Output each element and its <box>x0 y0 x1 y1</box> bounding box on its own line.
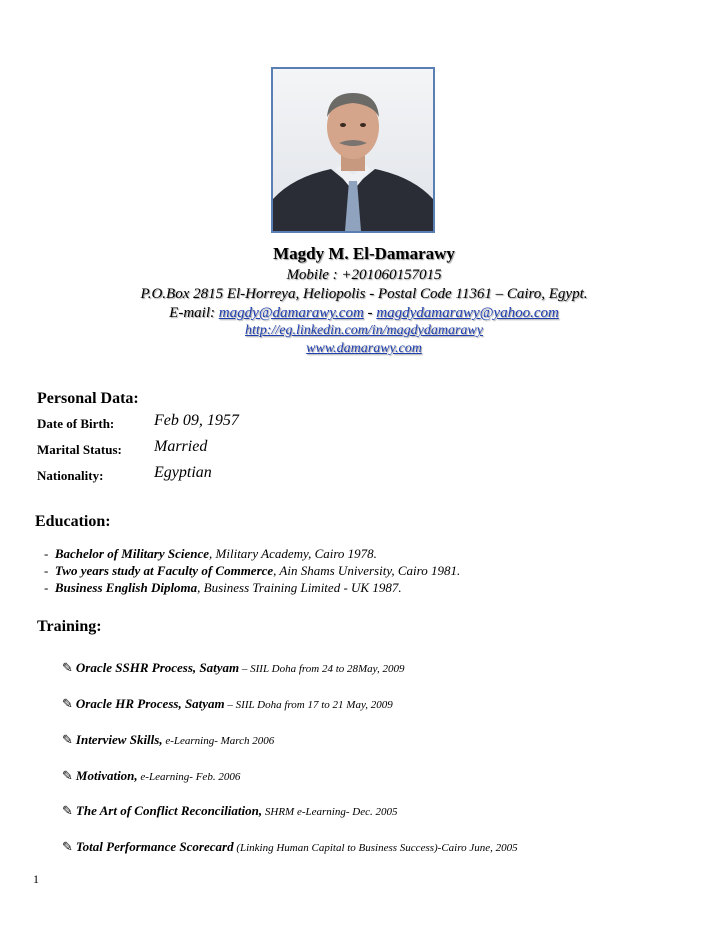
training-item <box>62 731 274 749</box>
course-title: Motivation, <box>75 768 138 783</box>
marital-status-label: Marital Status: <box>37 442 122 457</box>
education-heading: Education: <box>35 513 111 530</box>
degree-title: Two years study at Faculty of Commerce <box>54 563 274 578</box>
personal-data-heading: Personal Data: <box>37 390 139 407</box>
course-title: The Art of Conflict Reconciliation, <box>75 803 263 818</box>
pencil-icon: ✎ <box>62 697 73 712</box>
email-secondary-link[interactable]: magdydamarawy@yahoo.com <box>376 305 559 321</box>
course-detail: e-Learning- March 2006 <box>162 735 275 747</box>
pencil-icon: ✎ <box>62 733 73 748</box>
email-primary-link[interactable]: magdy@damarawy.com <box>218 305 364 321</box>
pencil-icon: ✎ <box>62 840 73 855</box>
degree-detail: , Military Academy, Cairo 1978. <box>209 546 377 561</box>
linkedin-line <box>0 323 728 339</box>
email-prefix: E-mail: <box>169 305 219 321</box>
course-detail: SHRM e-Learning- Dec. 2005 <box>262 806 398 818</box>
education-item <box>44 546 377 562</box>
course-title: Oracle SSHR Process, Satyam <box>75 660 240 675</box>
birth-date-value: Feb 09, 1957 <box>154 412 239 429</box>
training-item <box>62 659 404 677</box>
pencil-icon: ✎ <box>62 769 73 784</box>
education-item <box>44 563 460 579</box>
email-line <box>0 305 728 322</box>
nationality-value: Egyptian <box>154 464 212 481</box>
list-bullet: - <box>44 580 49 595</box>
website-link[interactable]: www.damarawy.com <box>306 341 422 356</box>
degree-title: Business English Diploma <box>54 580 198 595</box>
course-detail: – SIIL Doha from 17 to 21 May, 2009 <box>224 699 393 711</box>
candidate-name: Magdy M. El-Damarawy <box>273 244 455 263</box>
pencil-icon: ✎ <box>62 804 73 819</box>
email-separator: - <box>363 305 377 321</box>
course-title: Total Performance Scorecard <box>75 839 234 854</box>
training-item <box>62 838 518 856</box>
mobile-number: Mobile : +201060157015 <box>286 267 442 283</box>
postal-address: P.O.Box 2815 El-Horreya, Heliopolis - Postal Code 11361 – Cairo, Egypt. <box>140 286 588 302</box>
training-item <box>62 802 397 820</box>
list-bullet: - <box>44 563 49 578</box>
course-title: Oracle HR Process, Satyam <box>75 696 225 711</box>
linkedin-link[interactable]: http://eg.linkedin.com/in/magdydamarawy <box>245 323 483 338</box>
course-detail: (Linking Human Capital to Business Success)-Cairo June, 2005 <box>233 842 518 854</box>
marital-status-value: Married <box>154 438 208 455</box>
course-detail: e-Learning- Feb. 2006 <box>137 771 241 783</box>
course-detail: – SIIL Doha from 24 to 28May, 2009 <box>239 663 405 675</box>
pencil-icon: ✎ <box>62 661 73 676</box>
nationality-label: Nationality: <box>37 468 104 483</box>
education-item <box>44 580 402 596</box>
training-item <box>62 695 393 713</box>
degree-title: Bachelor of Military Science <box>54 546 210 561</box>
birth-date-label: Date of Birth: <box>37 416 115 431</box>
list-bullet: - <box>44 546 49 561</box>
training-heading: Training: <box>37 618 102 635</box>
training-item <box>62 767 240 785</box>
degree-detail: , Business Training Limited - UK 1987. <box>197 580 402 595</box>
portrait-image <box>273 69 433 231</box>
degree-detail: , Ain Shams University, Cairo 1981. <box>273 563 461 578</box>
page-number: 1 <box>33 872 39 886</box>
course-title: Interview Skills, <box>75 732 163 747</box>
website-line <box>0 341 728 357</box>
profile-photo <box>271 67 435 233</box>
